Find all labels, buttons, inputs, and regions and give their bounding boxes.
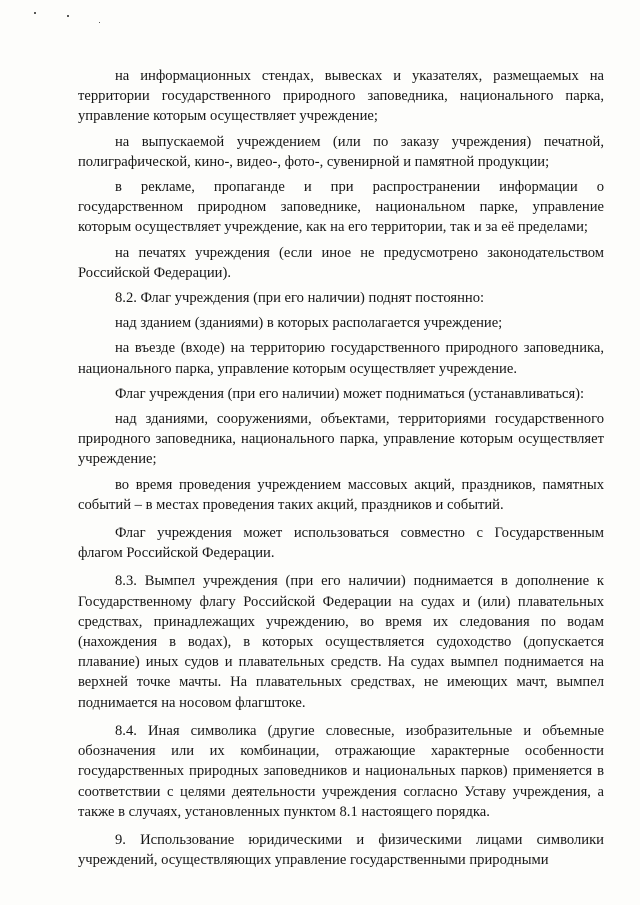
document-body <box>78 66 604 870</box>
paragraph-over-buildings: над зданием (зданиями) в которых располагается учреждение; <box>115 315 503 332</box>
paragraph-8-3-pennant: 8.3. Вымпел учреждения (при его наличии) поднимается в дополнение к Государственному флагу Российской Федерации на судах и (или) плавательных средствах, принадлежащих учреждению, во время их следования по водам (нахождения в водах), в которых осуществляется судоходство (допускается плавание) иных судов и плавательных средств. На судах вымпел поднимается на верхней точке мачты. На плавательных средствах, не имеющих мачт, вымпел поднимается на носовом флагштоке. <box>78 573 604 711</box>
paragraph-8-2-flag: 8.2. Флаг учреждения (при его наличии) поднят постоянно: <box>115 290 485 307</box>
paragraph-with-state-flag: Флаг учреждения может использоваться совместно с Государственным флагом Российской Федерации. <box>78 525 604 562</box>
paragraph-during-events: во время проведения учреждением массовых акций, праздников, памятных событий – в местах проведения таких акций, праздников и событий. <box>78 476 604 513</box>
paragraph-over-structures: над зданиями, сооружениями, объектами, территориями государственного природного заповедника, национального парка, управление которым осуществляет учреждение; <box>78 411 604 468</box>
paragraph-8-4-other-symbols: 8.4. Иная символика (другие словесные, изобразительные и объемные обозначения или их комбинации, отражающие характерные особенности государственных природных заповедников и национальных парков) применяется в соответствии с целями деятельности учреждения согласно Уставу учреждения, а также в случаях, установленных пунктом 8.1 настоящего порядка. <box>78 722 604 820</box>
paragraph-printed-products: на выпускаемой учреждением (или по заказу учреждения) печатной, полиграфической, кино-, видео-, фото-, сувенирной и памятной продукции; <box>78 133 604 170</box>
paragraph-entrance: на въезде (входе) на территорию государственного природного заповедника, национального парка, управление которым осуществляет учреждение. <box>78 340 604 377</box>
paragraph-9-usage: 9. Использование юридическими и физическими лицами символики учреждений, осуществляющих управление государственными природными <box>78 831 604 869</box>
paragraph-seals: на печатях учреждения (если иное не предусмотрено законодательством Российской Федерации). <box>78 244 604 281</box>
paragraph-flag-may-raise: Флаг учреждения (при его наличии) может подниматься (устанавливаться): <box>115 385 585 402</box>
paragraph-info-stands: на информационных стендах, вывесках и указателях, размещаемых на территории государственного природного заповедника, национального парка, управление которым осуществляет учреждение; <box>78 68 604 125</box>
paragraph-advertising: в рекламе, пропаганде и при распространении информации о государственном природном заповеднике, национальном парке, управление которым осуществляет учреждение, как на его территории, так и за её пределами; <box>78 179 604 236</box>
